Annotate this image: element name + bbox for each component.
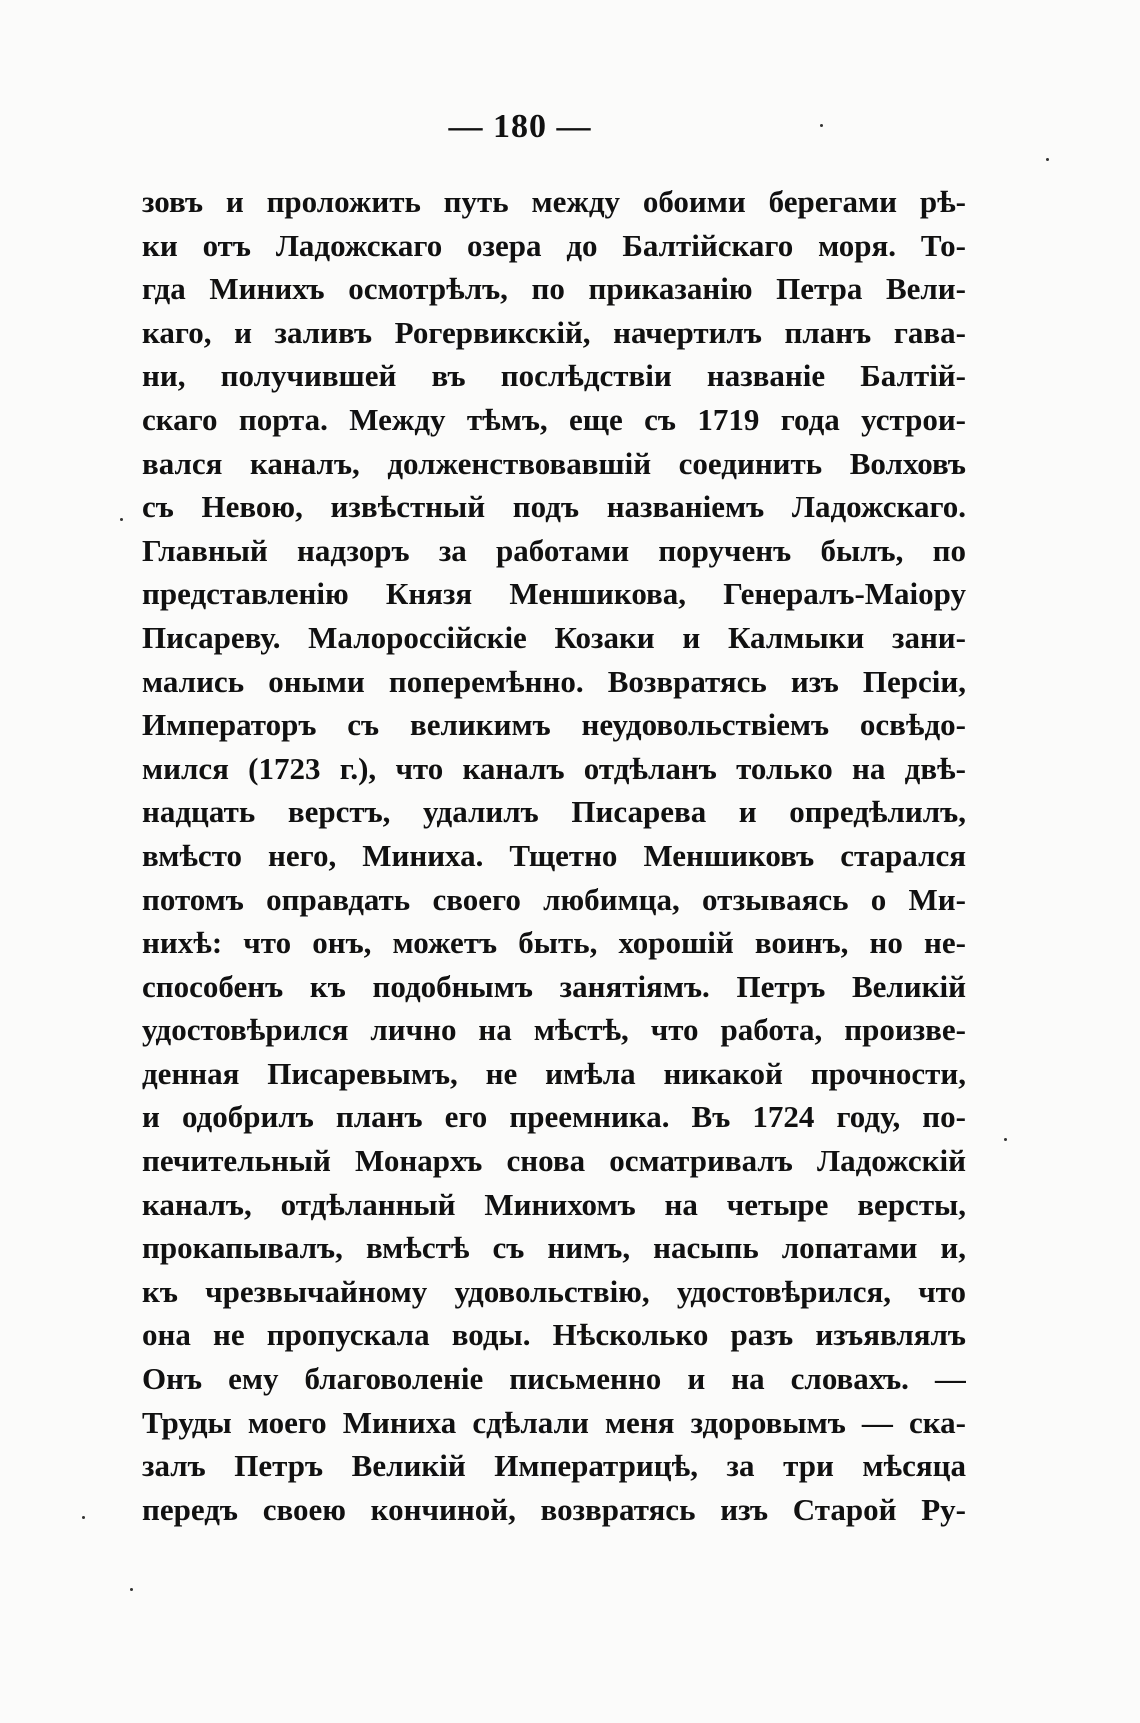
text-line: каго, и заливъ Рогервикскій, начертилъ планъ гава- [142, 314, 966, 350]
page-number: — 180 — [448, 108, 592, 145]
scan-speck [82, 1516, 85, 1519]
scan-speck [130, 1588, 133, 1591]
text-line: денная Писаревымъ, не имѣла никакой прочности, [142, 1055, 966, 1091]
text-line: ни, получившей въ послѣдствіи названіе Балтій- [142, 358, 966, 394]
text-line: Труды моего Миниха сдѣлали меня здоровымъ — ска- [142, 1404, 966, 1440]
scan-speck [1046, 158, 1049, 161]
text-line: и одобрилъ планъ его преемника. Въ 1724 году, по- [142, 1099, 966, 1135]
text-line: удостовѣрился лично на мѣстѣ, что работа, произве- [142, 1012, 966, 1048]
text-line: она не пропускала воды. Нѣсколько разъ изъявлялъ [142, 1317, 966, 1353]
text-line: мился (1723 г.), что каналъ отдѣланъ только на двѣ- [142, 750, 966, 786]
text-line: Писареву. Малороссійскіе Козаки и Калмыки зани- [142, 619, 966, 655]
text-line: представленію Князя Меншикова, Генералъ-Маіору [142, 576, 966, 612]
scan-speck [820, 124, 823, 127]
text-line: вмѣсто него, Миниха. Тщетно Меншиковъ старался [142, 837, 966, 873]
text-line: ки отъ Ладожскаго озера до Балтійскаго моря. То- [142, 227, 966, 263]
text-line: залъ Петръ Великій Императрицѣ, за три мѣсяца [142, 1448, 966, 1484]
text-line: Главный надзоръ за работами порученъ былъ, по [142, 532, 966, 568]
text-line: потомъ оправдать своего любимца, отзываясь о Ми- [142, 881, 966, 917]
text-line: печительный Монархъ снова осматривалъ Ладожскій [142, 1143, 966, 1179]
body-text [142, 180, 966, 1531]
scan-speck [120, 518, 123, 521]
text-line: скаго порта. Между тѣмъ, еще съ 1719 года устрои- [142, 401, 966, 437]
scan-speck [1004, 1138, 1007, 1141]
text-line: надцать верстъ, удалилъ Писарева и опредѣлилъ, [142, 794, 966, 830]
text-line: прокапывалъ, вмѣстѣ съ нимъ, насыпь лопатами и, [142, 1230, 966, 1266]
text-line: къ чрезвычайному удовольствію, удостовѣрился, что [142, 1273, 966, 1309]
text-line: Императоръ съ великимъ неудовольствіемъ освѣдо- [142, 707, 966, 743]
text-line: съ Невою, извѣстный подъ названіемъ Ладожскаго. [142, 489, 966, 525]
text-line: зовъ и проложить путь между обоими берегами рѣ- [142, 184, 966, 219]
text-line: каналъ, отдѣланный Минихомъ на четыре версты, [142, 1186, 966, 1222]
text-line: способенъ къ подобнымъ занятіямъ. Петръ Великій [142, 968, 966, 1004]
text-line: передъ своею кончиной, возвратясь изъ Старой Ру- [142, 1491, 966, 1527]
text-line: Онъ ему благоволеніе письменно и на словахъ. — [142, 1361, 966, 1397]
text-line: вался каналъ, долженствовавшій соединить Волховъ [142, 445, 966, 481]
text-line: нихѣ: что онъ, можетъ быть, хорошій воинъ, но не- [142, 925, 966, 961]
text-line: гда Минихъ осмотрѣлъ, по приказанію Петра Вели- [142, 271, 966, 307]
text-line: мались оными поперемѣнно. Возвратясь изъ Персіи, [142, 663, 966, 699]
